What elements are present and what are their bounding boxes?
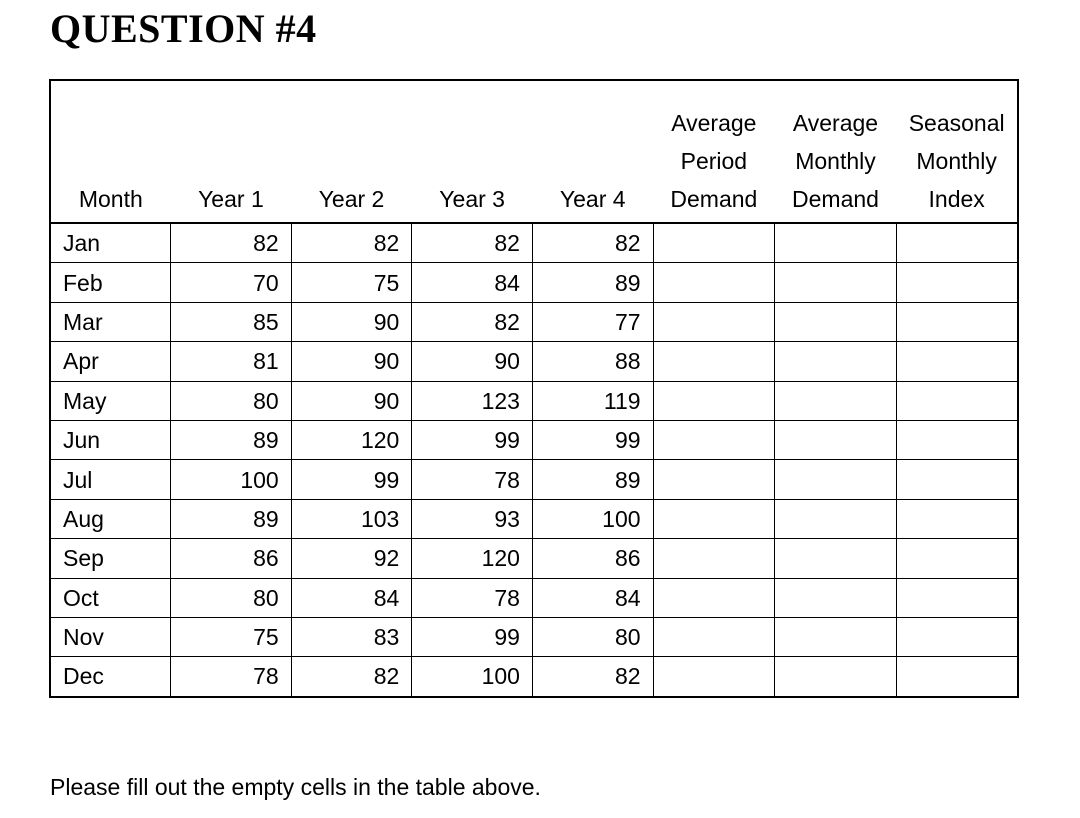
year-3-demand-cell: 90: [412, 342, 533, 381]
year-3-demand-cell: 84: [412, 263, 533, 302]
month-cell: Nov: [50, 617, 171, 656]
month-cell: Dec: [50, 657, 171, 697]
year-4-demand-cell: 99: [532, 420, 653, 459]
month-cell: Jun: [50, 420, 171, 459]
year-3-demand-cell: 82: [412, 302, 533, 341]
year-1-demand-cell: 100: [171, 460, 292, 499]
year-4-demand-cell: 84: [532, 578, 653, 617]
header-average-period-demand: [653, 80, 775, 223]
header-line: Index: [928, 186, 985, 212]
average-monthly-demand-cell[interactable]: [775, 499, 897, 538]
month-cell: Aug: [50, 499, 171, 538]
month-cell: Sep: [50, 539, 171, 578]
instructions-text: Please fill out the empty cells in the table above.: [50, 774, 541, 800]
table-row: [50, 302, 1018, 341]
header-year-4: Year 4: [532, 80, 653, 223]
header-seasonal-monthly-index: [896, 80, 1018, 223]
year-2-demand-cell: 103: [291, 499, 412, 538]
seasonal-monthly-index-cell[interactable]: [896, 223, 1018, 263]
table-body: [50, 223, 1018, 697]
table-row: [50, 578, 1018, 617]
average-monthly-demand-cell[interactable]: [775, 539, 897, 578]
header-line: Monthly: [795, 148, 876, 174]
year-2-demand-cell: 84: [291, 578, 412, 617]
average-period-demand-cell[interactable]: [653, 539, 775, 578]
average-monthly-demand-cell[interactable]: [775, 578, 897, 617]
average-period-demand-cell[interactable]: [653, 657, 775, 697]
year-1-demand-cell: 82: [171, 223, 292, 263]
seasonal-monthly-index-cell[interactable]: [896, 263, 1018, 302]
seasonal-monthly-index-cell[interactable]: [896, 420, 1018, 459]
header-line: Monthly: [916, 148, 997, 174]
seasonal-monthly-index-cell[interactable]: [896, 342, 1018, 381]
year-2-demand-cell: 90: [291, 381, 412, 420]
header-line: Demand: [670, 186, 758, 212]
header-line: Average: [671, 110, 757, 136]
year-4-demand-cell: 82: [532, 657, 653, 697]
year-1-demand-cell: 78: [171, 657, 292, 697]
demand-table: [49, 79, 1019, 698]
header-year-1: Year 1: [171, 80, 292, 223]
average-period-demand-cell[interactable]: [653, 578, 775, 617]
seasonal-monthly-index-cell[interactable]: [896, 460, 1018, 499]
month-cell: Oct: [50, 578, 171, 617]
table-row: [50, 342, 1018, 381]
year-1-demand-cell: 85: [171, 302, 292, 341]
year-1-demand-cell: 80: [171, 381, 292, 420]
average-period-demand-cell[interactable]: [653, 342, 775, 381]
year-4-demand-cell: 80: [532, 617, 653, 656]
year-1-demand-cell: 81: [171, 342, 292, 381]
year-2-demand-cell: 99: [291, 460, 412, 499]
table-row: [50, 420, 1018, 459]
year-2-demand-cell: 82: [291, 223, 412, 263]
year-1-demand-cell: 75: [171, 617, 292, 656]
year-2-demand-cell: 83: [291, 617, 412, 656]
year-4-demand-cell: 89: [532, 263, 653, 302]
month-cell: Mar: [50, 302, 171, 341]
average-period-demand-cell[interactable]: [653, 420, 775, 459]
month-cell: Feb: [50, 263, 171, 302]
seasonal-monthly-index-cell[interactable]: [896, 578, 1018, 617]
seasonal-monthly-index-cell[interactable]: [896, 381, 1018, 420]
average-period-demand-cell[interactable]: [653, 460, 775, 499]
month-cell: Jul: [50, 460, 171, 499]
seasonal-monthly-index-cell[interactable]: [896, 657, 1018, 697]
year-3-demand-cell: 99: [412, 617, 533, 656]
table-row: [50, 617, 1018, 656]
average-period-demand-cell[interactable]: [653, 381, 775, 420]
average-monthly-demand-cell[interactable]: [775, 460, 897, 499]
table-row: [50, 223, 1018, 263]
year-1-demand-cell: 89: [171, 420, 292, 459]
seasonal-monthly-index-cell[interactable]: [896, 539, 1018, 578]
year-4-demand-cell: 82: [532, 223, 653, 263]
year-3-demand-cell: 123: [412, 381, 533, 420]
average-monthly-demand-cell[interactable]: [775, 263, 897, 302]
month-cell: Apr: [50, 342, 171, 381]
year-2-demand-cell: 90: [291, 342, 412, 381]
header-year-2: Year 2: [291, 80, 412, 223]
header-month: Month: [50, 80, 171, 223]
year-2-demand-cell: 90: [291, 302, 412, 341]
seasonal-monthly-index-cell[interactable]: [896, 302, 1018, 341]
year-3-demand-cell: 78: [412, 578, 533, 617]
table-row: [50, 539, 1018, 578]
year-1-demand-cell: 86: [171, 539, 292, 578]
average-monthly-demand-cell[interactable]: [775, 342, 897, 381]
table-row: [50, 263, 1018, 302]
average-period-demand-cell[interactable]: [653, 617, 775, 656]
average-monthly-demand-cell[interactable]: [775, 223, 897, 263]
average-period-demand-cell[interactable]: [653, 499, 775, 538]
year-4-demand-cell: 119: [532, 381, 653, 420]
year-2-demand-cell: 120: [291, 420, 412, 459]
seasonal-monthly-index-cell[interactable]: [896, 617, 1018, 656]
average-monthly-demand-cell[interactable]: [775, 302, 897, 341]
year-4-demand-cell: 88: [532, 342, 653, 381]
header-average-monthly-demand: [775, 80, 897, 223]
table-row: [50, 381, 1018, 420]
year-2-demand-cell: 75: [291, 263, 412, 302]
year-1-demand-cell: 80: [171, 578, 292, 617]
year-3-demand-cell: 99: [412, 420, 533, 459]
average-period-demand-cell[interactable]: [653, 302, 775, 341]
year-2-demand-cell: 92: [291, 539, 412, 578]
average-period-demand-cell[interactable]: [653, 223, 775, 263]
header-line: Period: [680, 148, 748, 174]
year-4-demand-cell: 86: [532, 539, 653, 578]
year-3-demand-cell: 93: [412, 499, 533, 538]
year-2-demand-cell: 82: [291, 657, 412, 697]
header-line: Seasonal: [908, 110, 1005, 136]
average-monthly-demand-cell[interactable]: [775, 381, 897, 420]
year-3-demand-cell: 82: [412, 223, 533, 263]
year-4-demand-cell: 77: [532, 302, 653, 341]
month-cell: May: [50, 381, 171, 420]
table-header-row: [50, 80, 1018, 223]
month-cell: Jan: [50, 223, 171, 263]
year-3-demand-cell: 100: [412, 657, 533, 697]
question-title: QUESTION #4: [50, 6, 317, 51]
average-period-demand-cell[interactable]: [653, 263, 775, 302]
seasonal-monthly-index-cell[interactable]: [896, 499, 1018, 538]
average-monthly-demand-cell[interactable]: [775, 657, 897, 697]
table-row: [50, 657, 1018, 697]
year-4-demand-cell: 89: [532, 460, 653, 499]
year-1-demand-cell: 89: [171, 499, 292, 538]
average-monthly-demand-cell[interactable]: [775, 617, 897, 656]
table-row: [50, 460, 1018, 499]
year-3-demand-cell: 120: [412, 539, 533, 578]
header-line: Demand: [792, 186, 879, 212]
average-monthly-demand-cell[interactable]: [775, 420, 897, 459]
year-1-demand-cell: 70: [171, 263, 292, 302]
header-line: Average: [792, 110, 879, 136]
table-row: [50, 499, 1018, 538]
year-3-demand-cell: 78: [412, 460, 533, 499]
year-4-demand-cell: 100: [532, 499, 653, 538]
header-year-3: Year 3: [412, 80, 533, 223]
